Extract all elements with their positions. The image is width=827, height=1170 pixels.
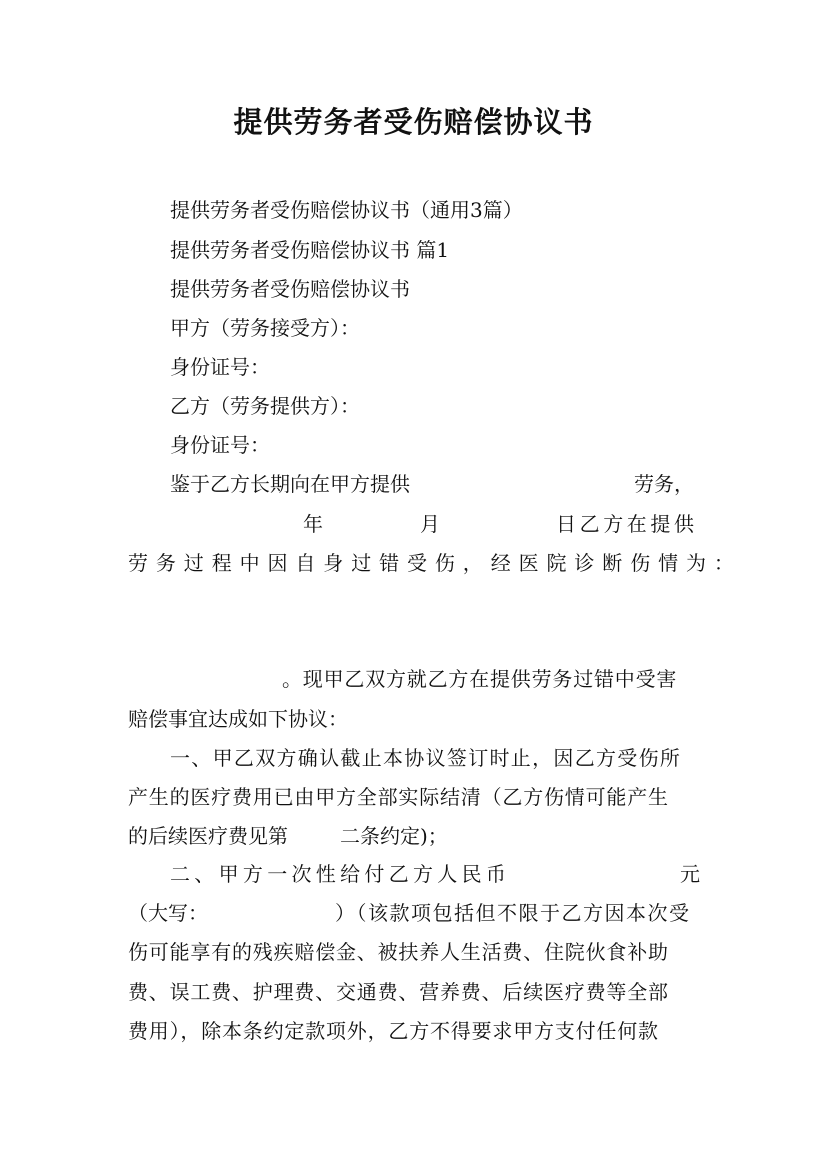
paragraph-line: 费用），除本条约定款项外，乙方不得要求甲方支付任何款 <box>128 1019 659 1043</box>
document-title: 提供劳务者受伤赔偿协议书 <box>233 105 594 139</box>
paragraph-line: ）（该款项包括但不限于乙方因本次受 <box>335 901 691 925</box>
date-month-label: 月 <box>420 512 440 536</box>
paragraph-line: 。现甲乙双方就乙方在提供劳务过错中受害 <box>282 667 678 691</box>
subtitle-line: 提供劳务者受伤赔偿协议书（通用3篇） <box>170 198 523 222</box>
paragraph-line: 产生的医疗费用已由甲方全部实际结清（乙方伤情可能产生 <box>128 785 669 809</box>
paragraph-line: 伤可能享有的残疾赔偿金、被扶养人生活费、住院伙食补助 <box>128 940 669 964</box>
date-day-label: 日乙方在提供 <box>556 512 698 536</box>
paragraph-line: 鉴于乙方长期向在甲方提供 <box>170 472 410 496</box>
date-year-label: 年 <box>303 512 323 536</box>
paragraph-line: 费、误工费、护理费、交通费、营养费、后续医疗费等全部 <box>128 980 669 1004</box>
currency-unit: 元 <box>680 862 700 886</box>
section-heading: 提供劳务者受伤赔偿协议书 篇1 <box>170 238 450 262</box>
paragraph-line: （大写： <box>128 901 208 925</box>
paragraph-line: 赔偿事宜达成如下协议： <box>128 707 348 731</box>
clause-one: 一、甲乙双方确认截止本协议签订时止，因乙方受伤所 <box>170 746 682 770</box>
party-b-id-label: 身份证号： <box>170 433 270 457</box>
paragraph-line: 的后续医疗费见第 <box>128 824 288 848</box>
agreement-name: 提供劳务者受伤赔偿协议书 <box>170 277 410 301</box>
party-a-label: 甲方（劳务接受方）： <box>170 316 360 340</box>
party-a-id-label: 身份证号： <box>170 355 270 379</box>
party-b-label: 乙方（劳务提供方）： <box>170 394 360 418</box>
paragraph-line: 劳务， <box>634 472 694 496</box>
paragraph-line: 劳务过程中因自身过错受伤，经医院诊断伤情为： <box>128 551 742 575</box>
clause-two: 二、甲方一次性给付乙方人民币 <box>170 862 511 886</box>
paragraph-line: 二条约定)； <box>340 824 448 848</box>
